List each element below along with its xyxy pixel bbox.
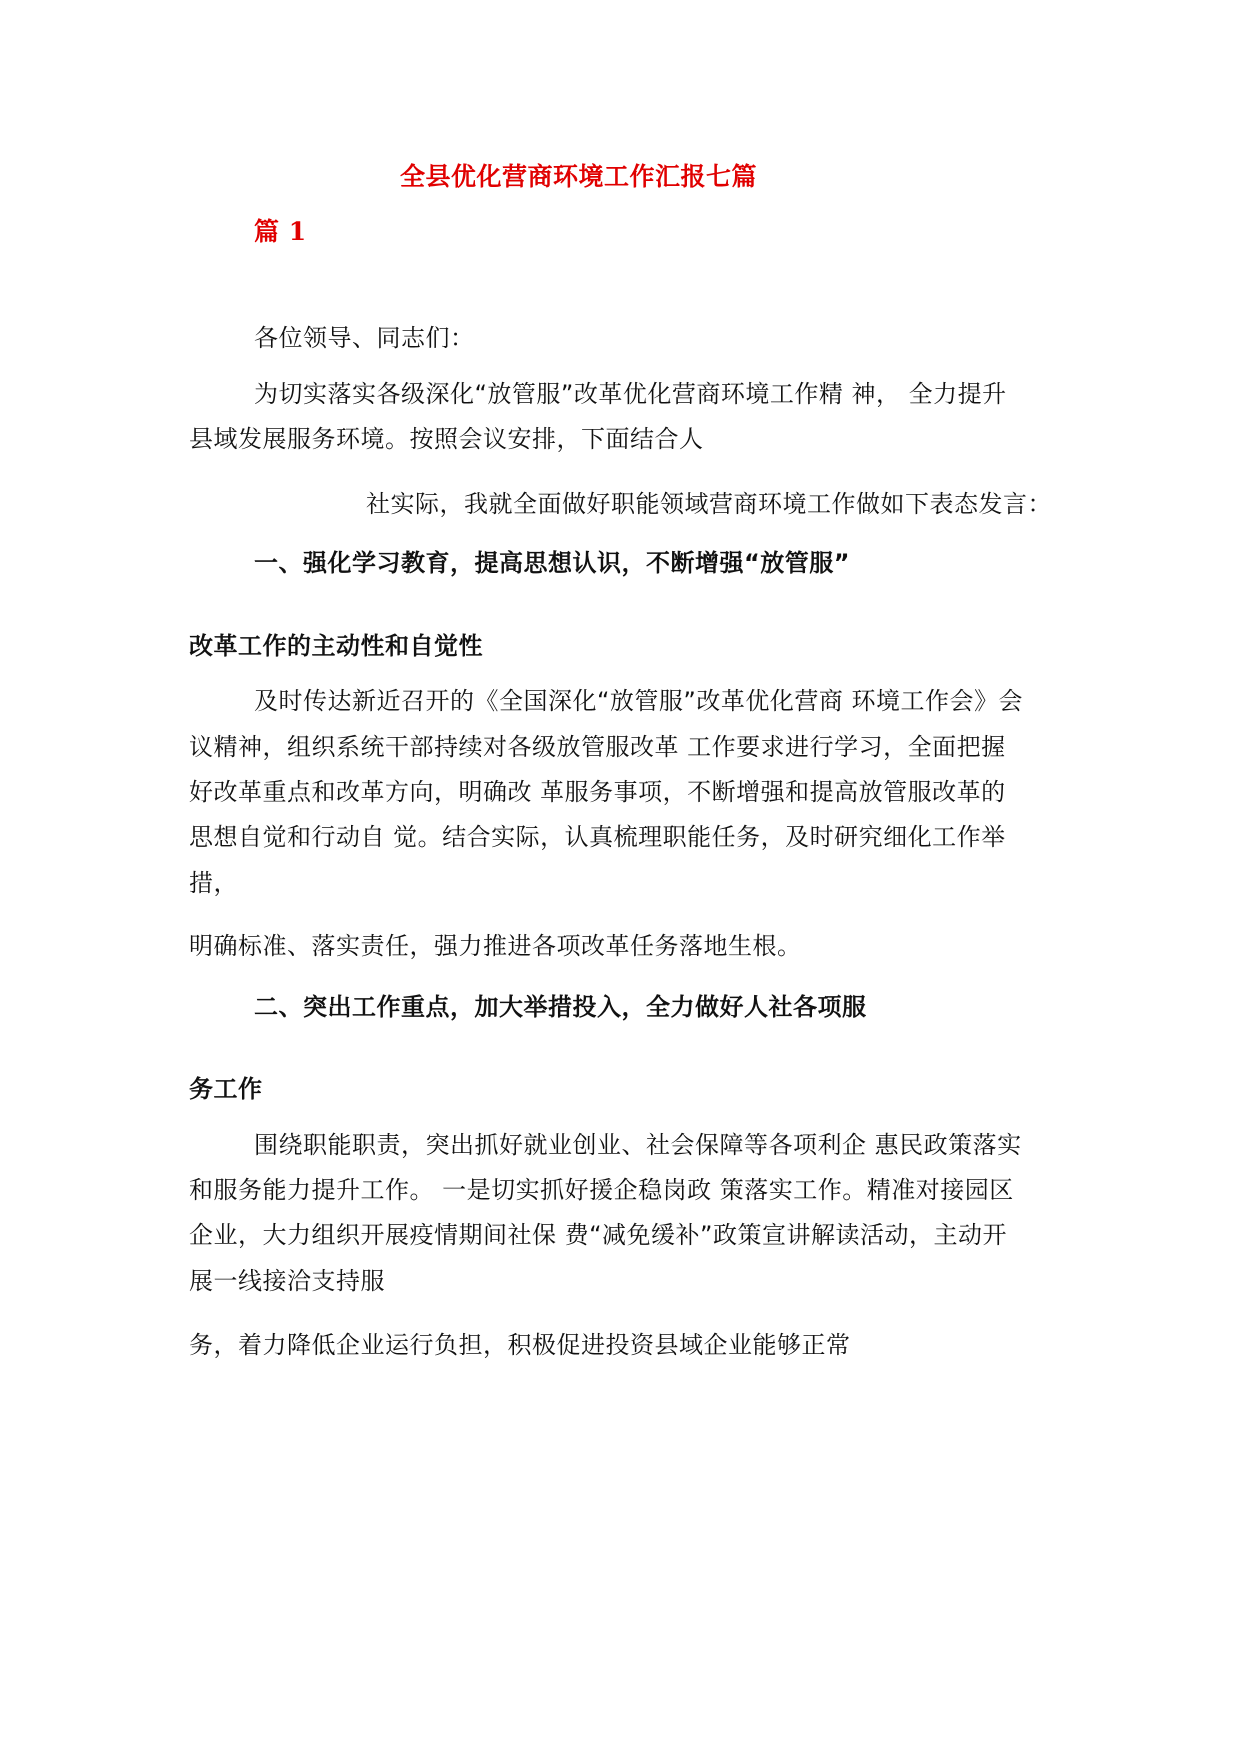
paragraph-line: 及时传达新近召开的《全国深化“放管服”改革优化营商 环境工作会》会	[254, 687, 1023, 715]
paragraph-line: 县域发展服务环境。按照会议安排，下面结合人	[189, 425, 704, 453]
paragraph-line: 明确标准、落实责任，强力推进各项改革任务落地生根。	[189, 932, 802, 960]
part-label: 篇 1	[254, 217, 307, 246]
paragraph-line: 好改革重点和改革方向，明确改 革服务事项，不断增强和提高放管服改革的	[189, 778, 1006, 806]
section-heading-1-cont: 改革工作的主动性和自觉性	[189, 632, 483, 660]
section-heading-1: 一、强化学习教育，提高思想认识，不断增强“放管服”	[254, 549, 851, 577]
paragraph-line: 围绕职能职责，突出抓好就业创业、社会保障等各项利企 惠民政策落实	[254, 1131, 1022, 1159]
paragraph-line: 务，着力降低企业运行负担，积极促进投资县域企业能够正常	[189, 1331, 851, 1359]
paragraph-line: 企业，大力组织开展疫情期间社保 费“减免缓补”政策宣讲解读活动，主动开	[189, 1221, 1007, 1249]
paragraph-line: 和服务能力提升工作。 一是切实抓好援企稳岗政 策落实工作。精准对接园区	[189, 1176, 1014, 1204]
paragraph-line: 议精神，组织系统干部持续对各级放管服改革 工作要求进行学习，全面把握	[189, 733, 1006, 761]
paragraph-line: 社实际，我就全面做好职能领域营商环境工作做如下表态发言：	[366, 490, 1052, 518]
paragraph-line: 思想自觉和行动自 觉。结合实际，认真梳理职能任务，及时研究细化工作举	[189, 823, 1006, 851]
paragraph-line: 展一线接洽支持服	[189, 1267, 385, 1295]
paragraph-line: 为切实落实各级深化“放管服”改革优化营商环境工作精 神， 全力提升	[254, 380, 1007, 408]
salutation: 各位领导、同志们：	[254, 324, 475, 352]
section-heading-2-cont: 务工作	[189, 1075, 263, 1103]
section-heading-2: 二、突出工作重点，加大举措投入，全力做好人社各项服	[254, 993, 867, 1021]
document-title: 全县优化营商环境工作汇报七篇	[400, 162, 758, 191]
paragraph-line: 措，	[189, 869, 238, 897]
